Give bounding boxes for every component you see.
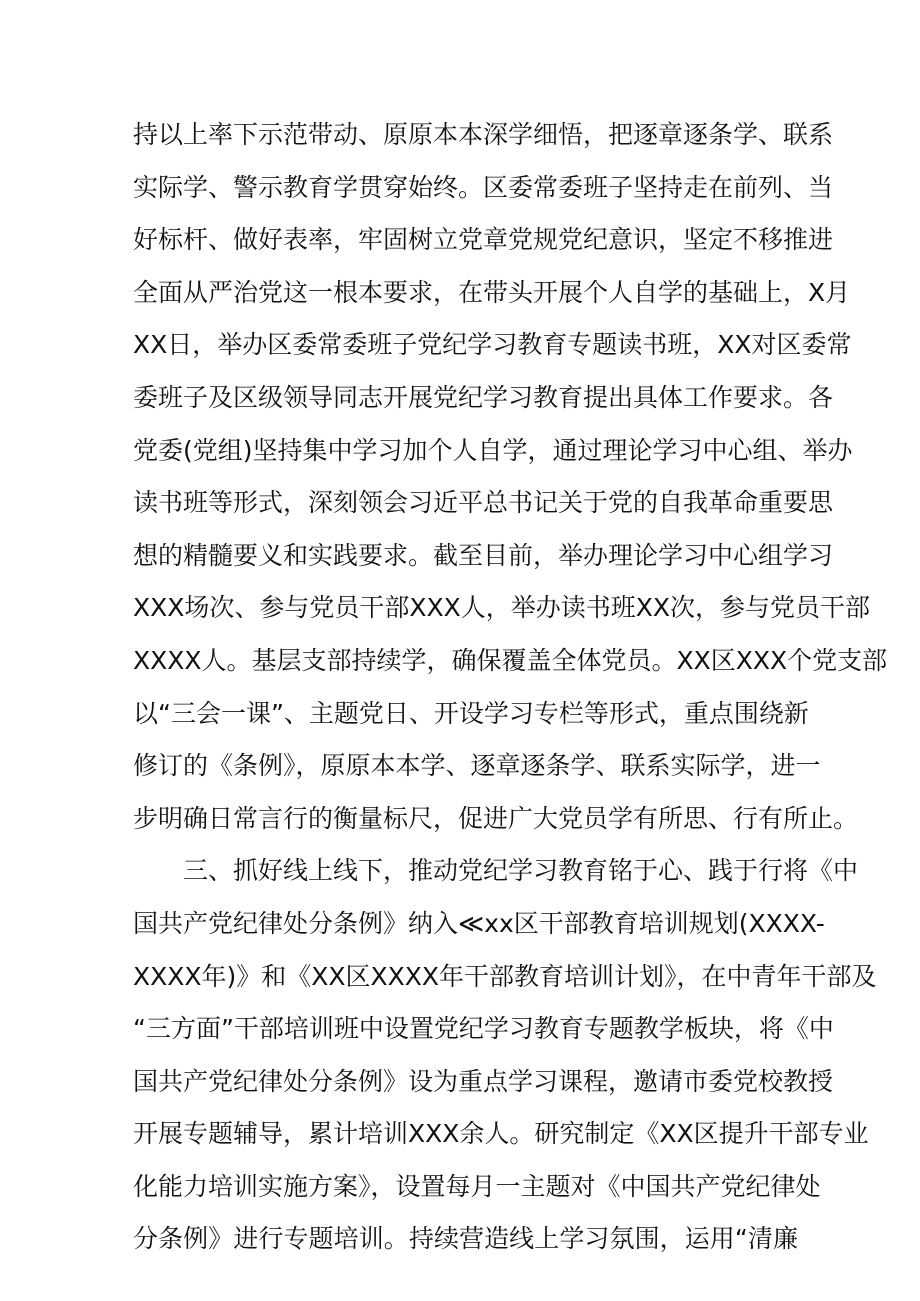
text-line: 化能力培训实施方案》，设置每月一主题对《中国共产党纪律处 (133, 1171, 821, 1201)
paragraph-1 (133, 109, 888, 845)
text-line: 想的精髓要义和实践要求。截至目前，举办理论学习中心组学习 (133, 540, 834, 570)
text-line: XXX场次、参与党员干部XXX人，举办读书班XX次，参与党员干部 (133, 593, 871, 623)
text-line: XXXX人。基层支部持续学，确保覆盖全体党员。XX区XXX个党支部 (133, 645, 888, 675)
text-line: 分条例》进行专题培训。持续营造线上学习氛围，运用“清廉 (133, 1224, 798, 1254)
text-line: 国共产党纪律处分条例》设为重点学习课程，邀请市委党校教授 (133, 1066, 834, 1096)
text-line: XXXX年)》和《XX区XXXX年干部教育培训计划》，在中青年干部及 (133, 961, 877, 991)
text-line: 步明确日常言行的衡量标尺，促进广大党员学有所思、行有所止。 (133, 803, 859, 833)
text-line: 开展专题辅导，累计培训XXX余人。研究制定《XX区提升干部专业 (133, 1119, 869, 1149)
text-line: XX日，举办区委常委班子党纪学习教育专题读书班，XX对区委常 (133, 330, 852, 360)
text-line: 读书班等形式，深刻领会习近平总书记关于党的自我革命重要思 (133, 488, 834, 518)
text-line: 以“三会一课”、主题党日、开设学习专栏等形式，重点围绕新 (133, 698, 809, 728)
text-line: 委班子及区级领导同志开展党纪学习教育提出具体工作要求。各 (133, 382, 834, 412)
text-line: 党委(党组)坚持集中学习加个人自学，通过理论学习中心组、举办 (133, 435, 853, 465)
text-line: 实际学、警示教育学贯穿始终。区委常委班子坚持走在前列、当 (133, 172, 834, 202)
text-line: 持以上率下示范带动、原原本本深学细悟，把逐章逐条学、联系 (133, 120, 834, 149)
text-line: 全面从严治党这一根本要求，在带头开展个人自学的基础上，X月 (133, 277, 851, 307)
text-line: 修订的《条例》，原原本本学、逐章逐条学、联系实际学，进一 (133, 751, 821, 781)
paragraph-2 (133, 845, 877, 1266)
text-line: 国共产党纪律处分条例》纳入≪xx区干部教育培训规划(XXXX- (133, 908, 825, 938)
text-line: “三方面”干部培训班中设置党纪学习教育专题教学板块，将《中 (133, 1014, 834, 1044)
text-line: 好标杆、做好表率，牢固树立党章党规党纪意识，坚定不移推进 (133, 225, 834, 255)
text-line: 三、抓好线上线下，推动党纪学习教育铭于心、践于行将《中 (183, 856, 859, 886)
document-body (133, 109, 888, 1266)
